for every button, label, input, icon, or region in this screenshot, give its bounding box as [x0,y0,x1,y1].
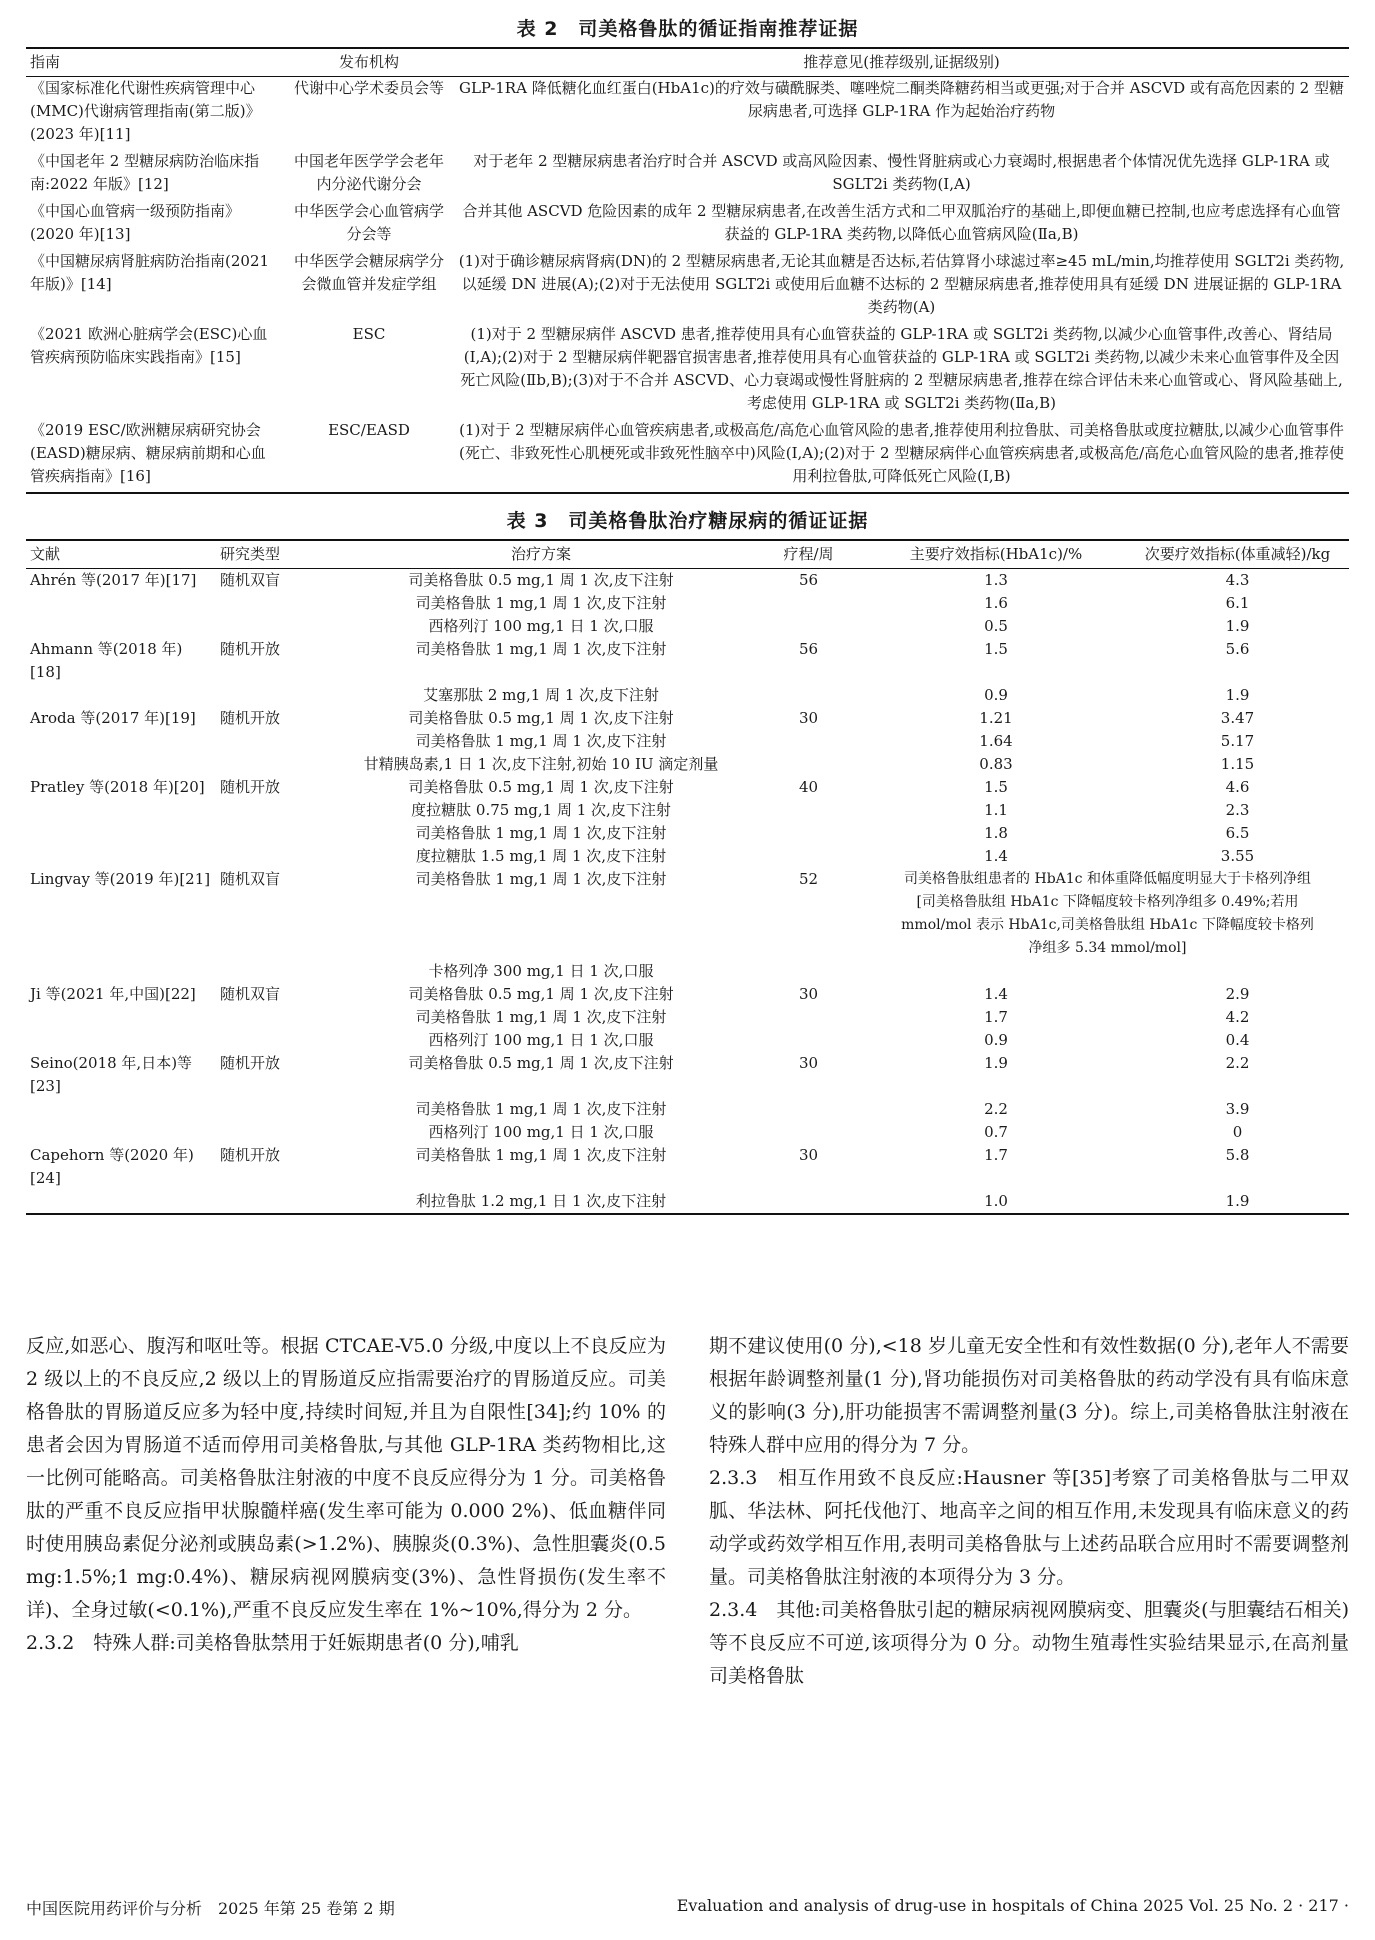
table3-header-cell: 疗程/周 [751,540,866,569]
table2-cell: 《2019 ESC/欧洲糖尿病研究协会(EASD)糖尿病、糖尿病前期和心血管疾病指南》[16] [26,419,284,493]
table3-cell: 52 [798,870,819,888]
table3-cell: 1.7 [984,1008,1008,1026]
table3-row [26,868,1349,960]
table3-row [26,1098,1349,1121]
table3-cell [216,1190,331,1214]
table3-cell [216,1006,331,1029]
table3-cell: 司美格鲁肽 1 mg,1 周 1 次,皮下注射 [415,1008,667,1026]
table3-cell: 1.64 [979,732,1013,750]
table2-caption: 表 2 司美格鲁肽的循证指南推荐证据 [516,18,859,40]
table3-cell: 随机开放 [220,709,281,727]
table3-cell: 度拉糖肽 0.75 mg,1 周 1 次,皮下注射 [411,801,671,819]
table3-cell: 1.21 [979,709,1013,727]
table3-cell: 司美格鲁肽 1 mg,1 周 1 次,皮下注射 [415,1146,667,1164]
table2-cell: ESC/EASD [284,419,454,493]
table2-header-cell: 发布机构 [284,48,454,77]
table3-cell [751,592,866,615]
table3-row [26,960,1349,983]
table3-cell: 1.4 [984,985,1008,1003]
table3-cell: 56 [798,640,819,658]
table3-cell: 1.7 [984,1146,1008,1164]
table3-row [26,684,1349,707]
table2-cell: (1)对于 2 型糖尿病伴 ASCVD 患者,推荐使用具有心血管获益的 GLP-1RA 或 SGLT2i 类药物,以减少心血管事件,改善心、肾结局(Ⅰ,A);(2)对于 2 型糖尿病伴靶器官损害患者,推荐使用具有心血管获益的 GLP-1RA 或 SGLT2i 类药物,以减少未来心血管事件及全因死亡风险(Ⅱb,B);(3)对于不合并 ASCVD、心力衰竭或慢性肾脏病的 2 型糖尿病患者,推荐在综合评估未来心血管或心、肾风险基础上,考虑使用 GLP-1RA 或 SGLT2i 类药物(Ⅱa,B) [460,325,1343,412]
table3-row [26,799,1349,822]
table3-cell: 司美格鲁肽 1 mg,1 周 1 次,皮下注射 [415,1100,667,1118]
table3-header-cell: 研究类型 [216,540,331,569]
table2-cell: 《中国糖尿病肾脏病防治指南(2021 年版)》[14] [30,252,270,293]
table2-cell: ESC [352,325,386,343]
table3-cell: Lingvay 等(2019 年)[21] [30,870,211,888]
table3-cell: 0.7 [984,1123,1008,1141]
table3-cell [26,1098,216,1121]
table3-cell: 30 [798,1146,819,1164]
table3-cell [751,1121,866,1144]
table3-cell: 2.9 [1225,985,1250,1003]
table3-cell: 0.9 [984,1031,1008,1049]
table3-cell: 利拉鲁肽 1.2 mg,1 日 1 次,皮下注射 [331,1190,751,1214]
table3-cell: 2.2 [984,1100,1008,1118]
body-right-column [709,1330,1349,1693]
table3-cell [26,684,216,707]
table3-cell: 40 [798,778,819,796]
table2-cell: 中华医学会心血管病学分会等 [293,202,444,243]
table3-row [26,776,1349,799]
table3-cell: 随机开放 [220,1146,281,1164]
table3-cell: 3.9 [1225,1100,1250,1118]
table2-cell: 《中国老年 2 型糖尿病防治临床指南:2022 年版》[12] [30,152,260,193]
table3-cell: 1.1 [984,801,1008,819]
table3-cell [26,845,216,868]
body-paragraph: 期不建议使用(0 分),<18 岁儿童无安全性和有效性数据(0 分),老年人不需要根据年龄调整剂量(1 分),肾功能损伤对司美格鲁肽的药动学没有具有临床意义的影响(3 分),肝功能损害不需调整剂量(3 分)。综上,司美格鲁肽注射液在特殊人群中应用的得分为 7 分。 [709,1335,1349,1456]
table3-header-cell: 文献 [26,540,216,569]
table3-cell [751,960,866,983]
table3-cell [26,753,216,776]
table3-cell [216,1098,331,1121]
table3-row [26,730,1349,753]
table3-cell [26,730,216,753]
table3-cell: 0.5 [984,617,1008,635]
table3-cell: 随机双盲 [220,985,281,1003]
table3-cell: 艾塞那肽 2 mg,1 周 1 次,皮下注射 [423,686,659,704]
table3-cell: 司美格鲁肽 0.5 mg,1 周 1 次,皮下注射 [408,571,674,589]
table3-header-cell: 次要疗效指标(体重减轻)/kg [1126,540,1349,569]
table3-cell: 西格列汀 100 mg,1 日 1 次,口服 [428,1031,654,1049]
table3-cell [866,960,1126,983]
table3-cell: Aroda 等(2017 年)[19] [30,709,196,727]
table3-cell: 0 [1232,1123,1243,1141]
page-footer [26,1896,1349,1919]
body-paragraph: 2.3.4 其他:司美格鲁肽引起的糖尿病视网膜病变、胆囊炎(与胆囊结石相关)等不良反应不可逆,该项得分为 0 分。动物生殖毒性实验结果显示,在高剂量司美格鲁肽 [709,1599,1349,1687]
table3-cell [1126,960,1349,983]
table3-cell [216,730,331,753]
table3-cell [26,615,216,638]
table3-cell [751,684,866,707]
table3-cell [26,1029,216,1052]
body-left-column [26,1330,666,1693]
table3-cell [751,615,866,638]
table3-cell: Seino(2018 年,日本)等[23] [30,1054,193,1095]
table3-cell [216,615,331,638]
table3-cell [751,1190,866,1214]
table3-cell: 甘精胰岛素,1 日 1 次,皮下注射,初始 10 IU 滴定剂量 [363,755,719,773]
table2-cell: 《国家标准化代谢性疾病管理中心(MMC)代谢病管理指南(第二版)》(2023 年)[11] [30,79,261,143]
table3-cell: 1.5 [984,778,1008,796]
table3-cell [216,592,331,615]
table2-cell: GLP-1RA 降低糖化血红蛋白(HbA1c)的疗效与磺酰脲类、噻唑烷二酮类降糖药相当或更强;对于合并 ASCVD 或有高危因素的 2 型糖尿病患者,可选择 GLP-1RA 作为起始治疗药物 [458,79,1344,120]
table3-cell [216,1121,331,1144]
table2-cell: 《中国心血管病一级预防指南》(2020 年)[13] [30,202,241,243]
table3-cell [26,1190,216,1214]
table3-cell: 司美格鲁肽组患者的 HbA1c 和体重降低幅度明显大于卡格列净组[司美格鲁肽组 HbA1c 下降幅度较卡格列净组多 0.49%;若用 mmol/mol 表示 HbA1c,司美格鲁肽组 HbA1c 下降幅度较卡格列净组多 5.34 mmol/mol] [901,871,1314,956]
table3-row [26,1006,1349,1029]
table3-cell [26,1121,216,1144]
table3-cell: 司美格鲁肽 1 mg,1 周 1 次,皮下注射 [415,732,667,750]
table3-cell: 司美格鲁肽 0.5 mg,1 周 1 次,皮下注射 [408,985,674,1003]
table2-header-cell: 推荐意见(推荐级别,证据级别) [454,48,1349,77]
table3-cell: 1.5 [984,640,1008,658]
table3-cell: 56 [798,571,819,589]
table3-row [26,1029,1349,1052]
table3-cell: 0.4 [1225,1031,1250,1049]
table3-row [26,753,1349,776]
table2-row [26,77,1349,151]
table3-cell [751,1029,866,1052]
table3-cell: 随机双盲 [220,870,281,888]
table3-cell [216,845,331,868]
table3-row [26,1190,1349,1214]
table2-cell: 中国老年医学学会老年内分泌代谢分会 [293,152,444,193]
table3-cell: Ji 等(2021 年,中国)[22] [30,985,196,1003]
table3-cell [751,799,866,822]
table3-row [26,1144,1349,1190]
table3-row [26,845,1349,868]
body-paragraph: 2.3.2 特殊人群:司美格鲁肽禁用于妊娠期患者(0 分),哺乳 [26,1632,519,1654]
table3-cell [751,1098,866,1121]
table3-header-cell: 主要疗效指标(HbA1c)/% [866,540,1126,569]
table2-row [26,419,1349,493]
table3-cell: 随机双盲 [220,571,281,589]
table3-cell: 4.6 [1225,778,1250,796]
table3-row [26,592,1349,615]
table3-cell [26,592,216,615]
table3-cell: Ahmann 等(2018 年)[18] [30,640,183,681]
table3-cell: 1.15 [1220,755,1255,773]
table3-cell: 1.9 [1126,1190,1349,1214]
table3-cell: 1.9 [1225,617,1250,635]
table3-cell: 5.8 [1225,1146,1250,1164]
table2-block [26,14,1349,494]
table3-cell: 1.6 [984,594,1008,612]
table3-cell: 司美格鲁肽 0.5 mg,1 周 1 次,皮下注射 [408,1054,674,1072]
table2-header-cell: 指南 [26,48,284,77]
table3-cell: Pratley 等(2018 年)[20] [30,778,205,796]
table3-cell [216,960,331,983]
table3-cell [26,799,216,822]
footer-right: Evaluation and analysis of drug-use in hospitals of China 2025 Vol. 25 No. 2 · 217 · [676,1896,1349,1915]
table2-row [26,150,1349,200]
table3-cell: 司美格鲁肽 1 mg,1 周 1 次,皮下注射 [415,594,667,612]
table3-cell [216,799,331,822]
table2-cell: 合并其他 ASCVD 危险因素的成年 2 型糖尿病患者,在改善生活方式和二甲双胍治疗的基础上,即便血糖已控制,也应考虑选择有心血管获益的 GLP-1RA 类药物,以降低心血管病风险(Ⅱa,B) [462,202,1341,243]
table3-cell [751,822,866,845]
table3-block [26,506,1349,1215]
table3-cell: 西格列汀 100 mg,1 日 1 次,口服 [428,1123,654,1141]
table3-cell: 30 [798,1054,819,1072]
table3-cell: 司美格鲁肽 1 mg,1 周 1 次,皮下注射 [415,640,667,658]
table3-cell [216,822,331,845]
table3-cell: 1.9 [984,1054,1008,1072]
table2-row [26,200,1349,250]
table2-cell: 中华医学会糖尿病学分会微血管并发症学组 [293,252,444,293]
table3-cell: 0.83 [979,755,1013,773]
table3-cell: 4.2 [1225,1008,1250,1026]
table2-cell: (1)对于 2 型糖尿病伴心血管疾病患者,或极高危/高危心血管风险的患者,推荐使用利拉鲁肽、司美格鲁肽或度拉糖肽,以减少心血管事件(死亡、非致死性心肌梗死或非致死性脑卒中)风险(Ⅰ,A);(2)对于 2 型糖尿病伴心血管疾病患者,或极高危/高危心血管风险的患者,推荐使用利拉鲁肽,可降低死亡风险(Ⅰ,B) [454,419,1349,493]
table3-cell: 6.5 [1225,824,1250,842]
table3-cell: 司美格鲁肽 1 mg,1 周 1 次,皮下注射 [415,824,667,842]
table3-cell: 2.3 [1225,801,1250,819]
table3-cell: 司美格鲁肽 0.5 mg,1 周 1 次,皮下注射 [408,778,674,796]
table3-caption: 表 3 司美格鲁肽治疗糖尿病的循证证据 [506,510,869,532]
table3-cell [751,845,866,868]
table3-cell [26,960,216,983]
tables-area [26,14,1349,1227]
table3-row [26,569,1349,593]
table3-cell: 5.6 [1225,640,1250,658]
table3-cell: 30 [798,985,819,1003]
table2-cell: 代谢中心学术委员会等 [293,79,444,97]
table3-row [26,822,1349,845]
table3-cell: 1.4 [984,847,1008,865]
table3-row [26,707,1349,730]
table3-cell: 4.3 [1225,571,1250,589]
table2 [26,47,1349,494]
body-paragraph: 反应,如恶心、腹泻和呕吐等。根据 CTCAE-V5.0 分级,中度以上不良反应为 2 级以上的不良反应,2 级以上的胃肠道反应指需要治疗的胃肠道反应。司美格鲁肽的胃肠道反应多为轻中度,持续时间短,并且为自限性[34];约 10% 的患者会因为胃肠道不适而停用司美格鲁肽,与其他 GLP-1RA 类药物相比,这一比例可能略高。司美格鲁肽注射液的中度不良反应得分为 1 分。司美格鲁肽的严重不良反应指甲状腺髓样癌(发生率可能为 0.000 2%)、低血糖伴同时使用胰岛素促分泌剂或胰岛素(>1.2%)、胰腺炎(0.3%)、急性胆囊炎(0.5 mg:1.5%;1 mg:0.4%)、糖尿病视网膜病变(3%)、急性肾损伤(发生率不详)、全身过敏(<0.1%),严重不良反应发生率在 1%~10%,得分为 2 分。 [26,1335,666,1621]
table3-cell: 卡格列净 300 mg,1 日 1 次,口服 [428,962,654,980]
table3-cell [751,730,866,753]
table2-row [26,323,1349,419]
table3-row [26,983,1349,1006]
table3-row [26,615,1349,638]
table3-cell: Capehorn 等(2020 年)[24] [30,1146,194,1187]
table3-cell: 3.55 [1220,847,1255,865]
table3-cell: 度拉糖肽 1.5 mg,1 周 1 次,皮下注射 [415,847,667,865]
table2-cell: (1)对于确诊糖尿病肾病(DN)的 2 型糖尿病患者,无论其血糖是否达标,若估算肾小球滤过率≥45 mL/min,均推荐使用 SGLT2i 类药物,以延缓 DN 进展(A);(2)对于无法使用 SGLT2i 或使用后血糖不达标的 2 型糖尿病患者,推荐使用具有延缓 DN 进展证据的 GLP-1RA 类药物(A) [458,252,1345,316]
table3-cell [751,753,866,776]
table3-cell: 5.17 [1220,732,1255,750]
table3-cell: 随机开放 [220,640,281,658]
body-text [26,1330,1349,1693]
table3-cell [26,1006,216,1029]
table3-cell: 1.3 [984,571,1008,589]
table3 [26,539,1349,1215]
table3-cell: 随机开放 [220,778,281,796]
table3-cell [216,753,331,776]
table3-cell: 随机开放 [220,1054,281,1072]
table2-row [26,250,1349,323]
table3-cell: 6.1 [1225,594,1250,612]
table2-cell: 对于老年 2 型糖尿病患者治疗时合并 ASCVD 或高风险因素、慢性肾脏病或心力衰竭时,根据患者个体情况优先选择 GLP-1RA 或 SGLT2i 类药物(Ⅰ,A) [473,152,1330,193]
table3-cell: 1.0 [866,1190,1126,1214]
table3-cell [26,822,216,845]
table3-cell: 1.9 [1225,686,1250,704]
table3-header-cell: 治疗方案 [331,540,751,569]
table3-row [26,1121,1349,1144]
table2-cell: 《2021 欧洲心脏病学会(ESC)心血管疾病预防临床实践指南》[15] [30,325,268,366]
table3-cell: 30 [798,709,819,727]
table3-cell: 3.47 [1220,709,1255,727]
table3-cell: Ahrén 等(2017 年)[17] [30,571,197,589]
footer-left: 中国医院用药评价与分析 2025 年第 25 卷第 2 期 [26,1899,395,1918]
table3-row [26,1052,1349,1098]
table3-cell [751,1006,866,1029]
table3-row [26,638,1349,684]
table3-cell: 2.2 [1225,1054,1250,1072]
table3-cell: 司美格鲁肽 0.5 mg,1 周 1 次,皮下注射 [408,709,674,727]
table3-cell: 0.9 [984,686,1008,704]
body-paragraph: 2.3.3 相互作用致不良反应:Hausner 等[35]考察了司美格鲁肽与二甲双胍、华法林、阿托伐他汀、地高辛之间的相互作用,未发现具有临床意义的药动学或药效学相互作用,表明司美格鲁肽与上述药品联合应用时不需要调整剂量。司美格鲁肽注射液的本项得分为 3 分。 [709,1467,1349,1588]
table3-cell: 1.8 [984,824,1008,842]
table3-cell [216,684,331,707]
table3-cell: 司美格鲁肽 1 mg,1 周 1 次,皮下注射 [415,870,667,888]
table3-cell [216,1029,331,1052]
table3-cell: 西格列汀 100 mg,1 日 1 次,口服 [428,617,654,635]
